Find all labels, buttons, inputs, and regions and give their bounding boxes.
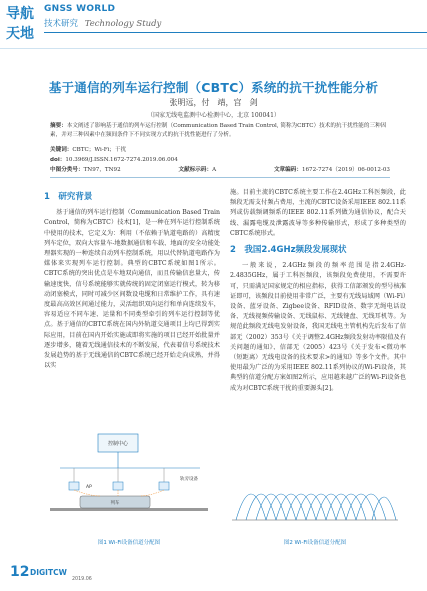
doc-code-label: 文献标示码： [178, 167, 213, 173]
section-2-paragraph: 一般来说，2.4GHz频段的频率范围是指2.4GHz-2.4835GHz，属于工科医频段，该频段免费使用，不需要许可，只需满足国家规定的相应指标，获得工信部颁发的型号核准证即可，该频段目前使用非常广泛，主要有无线局域网（Wi-Fi）设备、蓝牙设备、Zigbee设备、RFID设备、数字无绳电话设备、无线视频传输设备、无线鼠标、无线键盘、无线耳机等。为规范此频段无线电发射设备，我国无线电主管机构先后发布了信部无（2002）353号《关于调整2.4GHz频段发射功率限值及有关问题的通知》、信部无（2005）423号《关于发布<微功率（短距离）无线电设备的技术要求>的通知》等多个文件。其中使用最为广泛的为采用IEEE 802.11系列协议的Wi-Fi设备，其典型的信道分配方案如图2所示，应用越来越广泛的Wi-Fi设备也成为对CBTC系统干扰的重要源头[2]。 [230, 262, 406, 392]
control-center-label: 控制中心 [107, 441, 129, 447]
article-affiliation: （国家无线电监测中心检测中心，北京 100041） [147, 112, 280, 119]
doi-label: doi： [50, 157, 66, 163]
meta-rule [50, 177, 390, 178]
page-number: 12 [10, 564, 30, 580]
footer-brand: DIGITCW [30, 568, 67, 577]
wireless-link-1 [74, 490, 100, 496]
channel-arc [306, 494, 336, 520]
track [50, 508, 208, 511]
section-1-continued: 施。目前主流的CBTC系统主要工作在2.4GHz工科医频段，此频段无需支付频占费用，主流的CBTC设备采用IEEE 802.11系列或仿载频调频系的IEEE 802.11系列做为通信协议，配合天线、漏露电缆及泄露波导等多种传输形式，形成了多种类型的CBTC系统形式。 [230, 189, 406, 237]
wireless-link-3 [140, 490, 164, 496]
station-label: 轨旁设备 [180, 477, 198, 482]
clc-label: 中图分类号： [50, 167, 84, 173]
article-no-value: 1672-7274（2019）06-0012-03 [301, 167, 390, 173]
channel-diagram-svg [226, 430, 404, 534]
channel-arc [346, 494, 376, 520]
logo-line-1: 导航 [6, 6, 34, 22]
header-rule [44, 32, 427, 33]
header-rule-light [0, 48, 427, 49]
abstract-label: 摘要： [50, 123, 67, 129]
article-authors: 张明远，付 靖，宫 剑 [169, 98, 258, 107]
column-en: Technology Study [84, 19, 162, 29]
keywords-label: 关键词： [50, 147, 73, 153]
cbtc-diagram-svg [40, 430, 218, 534]
clc [50, 165, 121, 173]
ap-box-2 [113, 482, 123, 490]
figure-2-caption: 图2 Wi-Fi设备信道分配图 [283, 540, 347, 546]
classification-row [50, 165, 390, 173]
journal-name: GNSS WORLD [44, 4, 116, 14]
ap-label: AP [86, 485, 92, 490]
section-1-title: 1 研究背景 [44, 192, 93, 202]
abstract-text: 本文阐述了影响基于通信的列车运行控制（Communication Based Train Control, 简称为CBTC）技术的抗干扰性能的三种因素，并对三种因素中在频间条件下不同实现方式的抗干扰性能进行了分析。 [50, 123, 387, 138]
column-zh: 技术研究 [44, 19, 79, 29]
channel-arc [266, 494, 296, 520]
doi-value: 10.3969/J.ISSN.1672-7274.2019.06.004 [65, 157, 178, 163]
right-column [230, 188, 406, 394]
left-column [44, 188, 220, 371]
article-no [274, 165, 390, 173]
channel-arc [372, 497, 396, 520]
journal-logo [6, 4, 36, 48]
doi [50, 155, 390, 163]
ap-box-3 [159, 482, 169, 490]
channel-arc [316, 494, 346, 520]
channel-arcs [236, 494, 396, 520]
channel-arc [326, 494, 356, 520]
channel-arc [236, 494, 266, 520]
logo-line-2: 天地 [6, 26, 34, 42]
footer-date: 2019.06 [72, 577, 92, 582]
article-title: 基于通信的列车运行控制（CBTC）系统的抗干扰性能分析 [48, 80, 379, 95]
doc-code [179, 165, 217, 173]
channel-arc [246, 494, 276, 520]
channel-arc [256, 494, 286, 520]
abstract [50, 122, 390, 140]
figure-1-caption: 图1 Wi-Fi设备信道分配图 [97, 540, 161, 546]
train-label: 列车 [110, 501, 120, 506]
channel-arc [286, 494, 316, 520]
section-2-title: 2 我国2.4GHz频段发展现状 [230, 245, 347, 256]
keywords [50, 145, 390, 153]
clc-value: TN97，TN92 [83, 167, 121, 173]
figure-2-channel-diagram [226, 430, 404, 534]
channel-arc [336, 494, 366, 520]
article-no-label: 文章编码： [273, 167, 302, 173]
channel-arc [276, 494, 306, 520]
doc-code-value: A [212, 167, 217, 173]
keywords-text: CBTC；Wi-Fi；干扰 [72, 147, 127, 153]
figure-1-cbtc-diagram [40, 430, 218, 534]
ap-box-1 [69, 482, 79, 490]
column-label [44, 17, 161, 29]
section-1-paragraph: 基于通信的列车运行控制（Communication Based Train Control，简称为CBTC）技术[1]，是一种在列车运行控制系统中使用的技术，它定义为：利用（不依赖于轨道电路的）高精度列车定位，双向大容量车-地数据通信和车载、地面的安全功能处理器实现的一种连续自动列车控制系统，用以代替轨道电路作为媒体来实现列车运行控制。典型的CBTC系统如图1所示。CBTC系统的突出优点是车地双向通信，而且传输信息量大，传输速度快，信号系统能够实就传统的固定闭塞运行模式，转为移动闭塞模式，同时可减少区间数设电缆和日常维护工作，具有速度最高高效区间通过能力，灵活组织双向运行和单向连续发车，容易适应不同车速、运量和不同类型牵引的列车运行控制等优点。基于通信的CBTC系统在国内外轨道交通项目上均已得到实际应用，目前在国内开始实施或即将实施的项目已经开始批量并逐步增多，随着无线通信技术的不断发展，代表着信号系统技术发展趋势的基于无线通信的CBTC系统已经开始走向成熟，并得以实 [44, 209, 220, 370]
channel-arc [296, 494, 326, 520]
